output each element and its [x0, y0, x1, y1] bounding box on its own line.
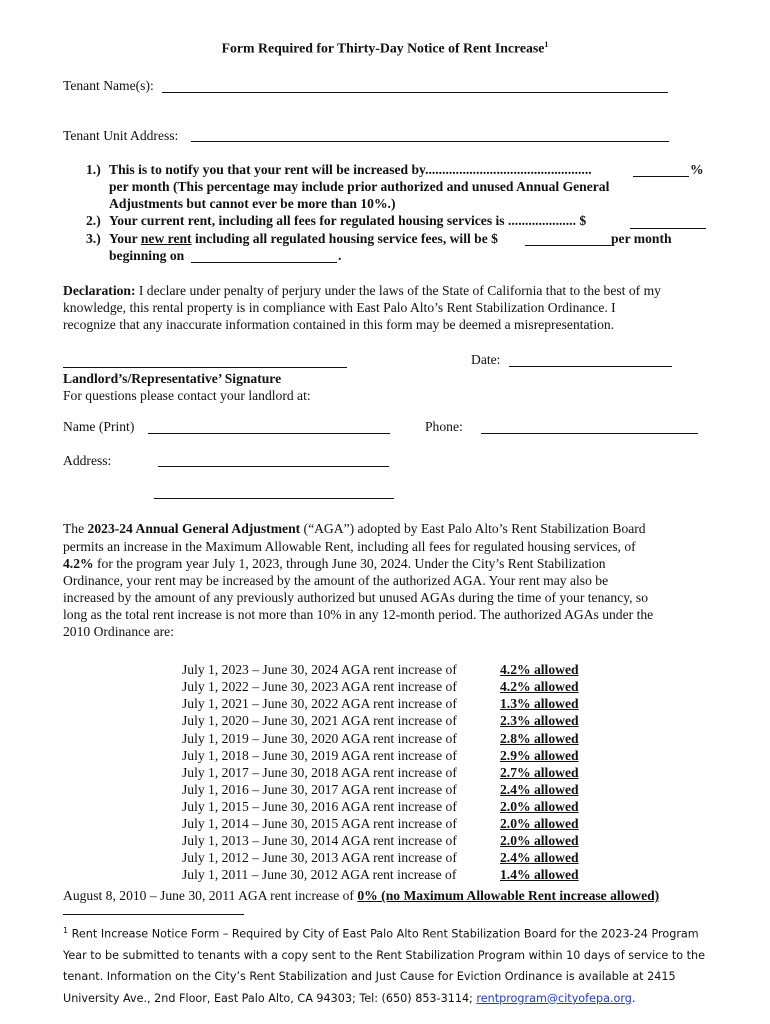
item1-number: 1.): [86, 162, 101, 177]
footnote-line3: tenant. Information on the City’s Rent Stabilization and Just Cause for Eviction Ordinance is available at 2415: [63, 970, 676, 984]
item3-number: 3.): [86, 231, 101, 246]
name-print-label: Name (Print): [63, 419, 135, 434]
aga-value: 2.8% allowed: [500, 731, 579, 746]
aga-row: July 1, 2023 – June 30, 2024 AGA rent increase of: [182, 662, 457, 677]
aga-paragraph-line5: increased by the amount of any previously authorized but unused AGAs during the time of your tenancy, so: [63, 590, 649, 605]
email-link[interactable]: rentprogram@cityofepa.org: [476, 991, 632, 1005]
aga-row: July 1, 2021 – June 30, 2022 AGA rent increase of: [182, 696, 457, 711]
date-field[interactable]: [509, 366, 672, 367]
item3-beginning-label: beginning on: [109, 248, 185, 263]
aga-value: 2.4% allowed: [500, 850, 579, 865]
item3-per-month: per month: [611, 231, 672, 246]
phone-label: Phone:: [425, 419, 463, 434]
aga-2010-row: August 8, 2010 – June 30, 2011 AGA rent increase of 0% (no Maximum Allowable Rent increase allowed): [63, 888, 660, 903]
aga-value: 4.2% allowed: [500, 662, 579, 677]
aga-value: 2.0% allowed: [500, 833, 579, 848]
aga-paragraph-line1: The 2023-24 Annual General Adjustment (“AGA”) adopted by East Palo Alto’s Rent Stabilization Board: [63, 521, 646, 536]
aga-value: 1.4% allowed: [500, 867, 579, 882]
item2-text: Your current rent, including all fees for regulated housing services is .................... $: [109, 213, 587, 228]
aga-row: July 1, 2016 – June 30, 2017 AGA rent increase of: [182, 782, 457, 797]
item3-text: Your new rent including all regulated housing service fees, will be $: [109, 231, 498, 246]
signature-field[interactable]: [63, 367, 347, 368]
aga-paragraph-line2: permits an increase in the Maximum Allowable Rent, including all fees for regulated housing services, of: [63, 539, 636, 554]
aga-paragraph-line7: 2010 Ordinance are:: [63, 624, 174, 639]
name-print-field[interactable]: [148, 433, 390, 434]
item1-text-line2: per month (This percentage may include prior authorized and unused Annual General: [109, 179, 610, 194]
new-rent-field[interactable]: [525, 245, 611, 246]
aga-row: July 1, 2011 – June 30, 2012 AGA rent increase of: [182, 867, 457, 882]
address-label: Address:: [63, 453, 112, 468]
page-title: Form Required for Thirty-Day Notice of Rent Increase$^1$: [221, 40, 549, 56]
tenant-unit-label: Tenant Unit Address:: [63, 128, 179, 143]
aga-value: 2.0% allowed: [500, 799, 579, 814]
address-field-line1[interactable]: [158, 466, 389, 467]
aga-value: 2.7% allowed: [500, 765, 579, 780]
phone-field[interactable]: [481, 433, 698, 434]
item3-period: .: [338, 248, 342, 263]
aga-value: 2.3% allowed: [500, 713, 579, 728]
aga-row: July 1, 2018 – June 30, 2019 AGA rent increase of: [182, 748, 457, 763]
aga-row: July 1, 2014 – June 30, 2015 AGA rent increase of: [182, 816, 457, 831]
date-label: Date:: [471, 352, 501, 367]
aga-row: July 1, 2015 – June 30, 2016 AGA rent increase of: [182, 799, 457, 814]
aga-value: 2.9% allowed: [500, 748, 579, 763]
tenant-names-field[interactable]: [162, 92, 668, 93]
aga-value: 2.4% allowed: [500, 782, 579, 797]
declaration-line3: recognize that any inaccurate information contained in this form may be deemed a misrepresentation.: [63, 317, 615, 332]
aga-value: 4.2% allowed: [500, 679, 579, 694]
declaration-line1: Declaration: I declare under penalty of perjury under the laws of the State of California that to the best of my: [63, 283, 661, 298]
aga-row: July 1, 2017 – June 30, 2018 AGA rent increase of: [182, 765, 457, 780]
beginning-date-field[interactable]: [191, 262, 337, 263]
percent-sign: %: [690, 162, 704, 177]
aga-value: 1.3% allowed: [500, 696, 579, 711]
item2-number: 2.): [86, 213, 101, 228]
aga-value: 2.0% allowed: [500, 816, 579, 831]
aga-paragraph-line3: 4.2% for the program year July 1, 2023, through June 30, 2024. Under the City’s Rent Stabilization: [63, 556, 606, 571]
aga-row: July 1, 2022 – June 30, 2023 AGA rent increase of: [182, 679, 457, 694]
tenant-unit-field[interactable]: [191, 141, 669, 142]
footnote-line4: University Ave., 2nd Floor, East Palo Alto, CA 94303; Tel: (650) 853-3114; rentprogram@cityofepa.org.: [63, 991, 636, 1005]
footnote: [63, 920, 713, 1009]
increase-percent-field[interactable]: [633, 176, 689, 177]
aga-paragraph-line6: long as the total rent increase is not more than 10% in any 12-month period. The authorized AGAs under the: [63, 607, 654, 622]
footnote-line1: $^1$ Rent Increase Notice Form – Required by City of East Palo Alto Rent Stabilization Board for the 2023-24 Program: [63, 926, 699, 941]
aga-row: July 1, 2020 – June 30, 2021 AGA rent increase of: [182, 713, 457, 728]
declaration-line2: knowledge, this rental property is in compliance with East Palo Alto’s Rent Stabilization Ordinance. I: [63, 300, 616, 315]
footnote-separator: [63, 914, 244, 915]
current-rent-field[interactable]: [630, 228, 706, 229]
item1-text-line3: Adjustments but cannot ever be more than 10%.): [109, 196, 396, 211]
aga-paragraph-line4: Ordinance, your rent may be increased by the amount of the authorized AGA. Your rent may also be: [63, 573, 609, 588]
aga-row: July 1, 2012 – June 30, 2013 AGA rent increase of: [182, 850, 457, 865]
aga-row: July 1, 2013 – June 30, 2014 AGA rent increase of: [182, 833, 457, 848]
contact-text: For questions please contact your landlord at:: [63, 388, 311, 403]
footnote-line2: Year to be submitted to tenants with a copy sent to the Rent Stabilization Program within 10 days of service to the: [63, 949, 705, 963]
item1-text: This is to notify you that your rent will be increased by.................................................: [109, 162, 592, 177]
address-field-line2[interactable]: [154, 498, 394, 499]
signature-label: Landlord’s/Representative’ Signature: [63, 371, 282, 386]
aga-row: July 1, 2019 – June 30, 2020 AGA rent increase of: [182, 731, 457, 746]
tenant-names-label: Tenant Name(s):: [63, 78, 154, 93]
